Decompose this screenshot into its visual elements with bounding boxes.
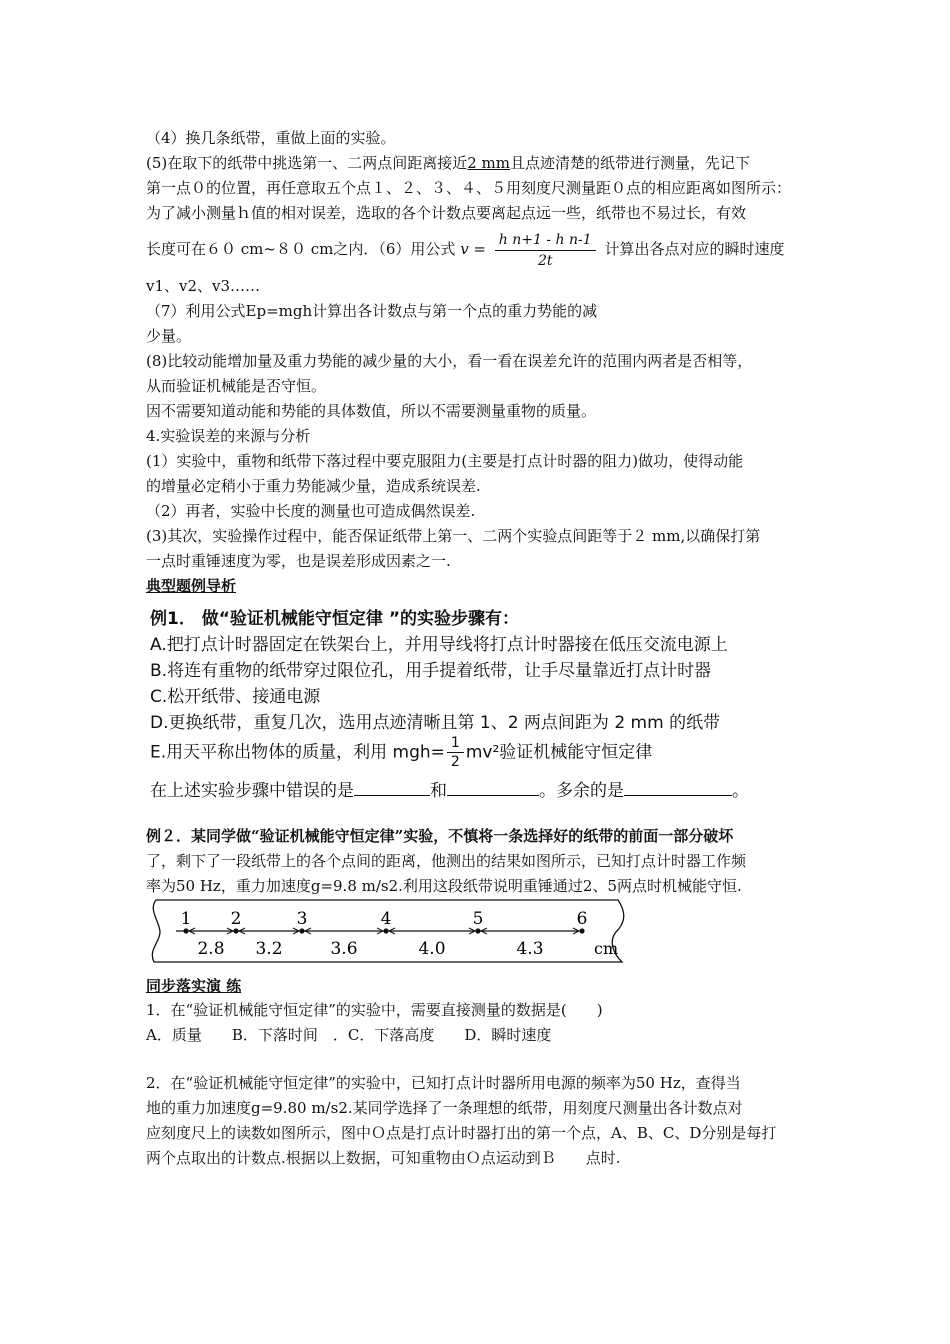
formula-numerator: h n+1 - h n-1 <box>495 230 596 251</box>
text: 长度可在６０ cm~８０ cm之内．（6）用公式 <box>146 240 456 258</box>
error-1: (1）实验中，重物和纸带下落过程中要克服阻力(主要是打点计时器的阻力)做功，使得动能 <box>146 452 744 470</box>
answer-blank-3[interactable] <box>624 795 732 796</box>
tape-point-label: 6 <box>576 909 588 929</box>
text: 和 <box>430 781 447 801</box>
tape-distance-label: 3.6 <box>330 939 358 959</box>
step-6-line <box>146 226 784 272</box>
question-2-line2: 地的重力加速度g=9.80 m/s2.某同学选择了一条理想的纸带，用刻度尺测量出各计数点对 <box>146 1099 743 1117</box>
error-1-cont: 的增量必定稍小于重力势能减少量，造成系统误差. <box>146 477 481 495</box>
tape-point-label: 4 <box>380 909 392 929</box>
tape-distance-label: 2.8 <box>197 939 225 959</box>
example-1-question <box>150 776 749 801</box>
text: 计算出各点对应的瞬时速度 <box>604 240 785 258</box>
mass-note: 因不需要知道动能和势能的具体数值，所以不需要测量重物的质量。 <box>146 402 597 420</box>
example-2-line3: 率为50 Hz，重力加速度g=9.8 m/s2.利用这段纸带说明重锤通过2、5两点时机械能守恒. <box>146 877 742 895</box>
step-7-cont: 少量。 <box>146 327 192 345</box>
tape-point-label: 1 <box>180 909 192 929</box>
step-5-line3: 为了减小测量ｈ值的相对误差，选取的各个计数点要离起点远一些，纸带也不易过长，有效 <box>146 204 747 222</box>
example-1-title: 例1． 做“验证机械能守恒定律 ”的实验步骤有： <box>150 609 520 629</box>
tape-point-label: 2 <box>230 909 242 929</box>
tape-distance-label: 4.3 <box>516 939 544 959</box>
question-2-line3: 应刻度尺上的读数如图所示，图中Ｏ点是打点计时器打出的第一个点，A、B、C、D分别是每打 <box>146 1124 777 1142</box>
step-8: (8)比较动能增加量及重力势能的减少量的大小，看一看在误差允许的范围内两者是否相等， <box>146 352 753 370</box>
error-heading: 4.实验误差的来源与分析 <box>146 427 311 445</box>
tape-dot-6 <box>579 928 584 933</box>
tape-dot-1 <box>183 928 188 933</box>
step-e <box>150 734 652 771</box>
fraction-numerator: 1 <box>447 734 464 753</box>
step-a: A.把打点计时器固定在铁架台上，并用导线将打点计时器接在低压交流电源上 <box>150 635 728 655</box>
tape-distance-label: 4.0 <box>418 939 446 959</box>
text: 在上述实验步骤中错误的是 <box>150 781 354 801</box>
tape-distance-label: 3.2 <box>255 939 283 959</box>
text: mv²验证机械能守恒定律 <box>465 742 653 763</box>
text: 。多余的是 <box>539 781 624 801</box>
step-7: （7）利用公式Ep=mgh计算出各计数点与第一个点的重力势能的减 <box>146 302 598 320</box>
tape-unit-label: cm <box>594 939 619 958</box>
text: 且点迹清楚的纸带进行测量，先记下 <box>510 154 751 172</box>
error-3-cont: 一点时重锤速度为零，也是误差形成因素之一. <box>146 552 451 570</box>
step-5-line1 <box>146 153 750 173</box>
tape-dot-4 <box>383 928 388 933</box>
text: (5)在取下的纸带中挑选第一、二两点间距离接近 <box>146 154 468 172</box>
example-2-line1 <box>146 826 733 846</box>
step-b: B.将连有重物的纸带穿过限位孔，用手提着纸带，让手尽量靠近打点计时器 <box>150 661 712 681</box>
error-3: (3)其次，实验操作过程中，能否保证纸带上第一、二两个实验点间距等于２ mm,以确保打第 <box>146 527 761 545</box>
text: 例２．某同学做“验证机械能守恒定律”实验，不慎将一条选择好的纸带的前面一部分破坏 <box>146 827 734 845</box>
example-2-line2: 了，剩下了一段纸带上的各个点间的距离，他测出的结果如图所示，已知打点计时器工作频 <box>146 852 747 870</box>
section-title-examples: 典型题例导析 <box>146 577 237 595</box>
question-1-stem: 1．在“验证机械能守恒定律”的实验中，需要直接测量的数据是( ) <box>146 1001 603 1019</box>
tape-dot-5 <box>475 928 480 933</box>
text: E.用天平称出物体的质量，利用 mgh= <box>150 742 445 763</box>
step-d: D.更换纸带，重复几次，选用点迹清晰且第 1、2 两点间距为 2 mm 的纸带 <box>150 713 721 733</box>
error-2: （2）再者，实验中长度的测量也可造成偶然误差. <box>146 502 476 520</box>
text: 。 <box>732 781 749 801</box>
answer-blank-2[interactable] <box>447 795 539 796</box>
question-2-line4: 两个点取出的计数点.根据以上数据，可知重物由Ｏ点运动到Ｂ 点时. <box>146 1149 621 1167</box>
half-fraction <box>447 734 464 771</box>
example-1-box <box>146 600 816 800</box>
question-1-options: A．质量 B．下落时间 ．C．下落高度 D．瞬时速度 <box>146 1026 552 1044</box>
section-title-practice: 同步落实演 练 <box>146 977 242 995</box>
step-4: （4）换几条纸带，重做上面的实验。 <box>146 129 396 147</box>
tape-dot-3 <box>299 928 304 933</box>
tape-point-label: 5 <box>472 909 484 929</box>
step-c: C.松开纸带、接通电源 <box>150 687 321 707</box>
formula-lhs: v = <box>460 240 486 258</box>
tape-point-label: 3 <box>296 909 308 929</box>
velocity-formula <box>495 230 596 271</box>
fraction-denominator: 2 <box>450 754 460 770</box>
underlined-value: 2 mm <box>467 154 511 172</box>
velocities: v1、v2、v3…… <box>146 277 261 295</box>
paper-tape-diagram <box>146 898 626 964</box>
formula-denominator: 2t <box>537 252 553 269</box>
step-5-line2: 第一点０的位置，再任意取五个点１、２、３、４、５用刻度尺测量距０点的相应距离如图所示： <box>146 179 792 197</box>
question-2-line1: 2．在“验证机械能守恒定律”的实验中，已知打点计时器所用电源的频率为50 Hz，查得当 <box>146 1074 741 1092</box>
tape-dot-2 <box>233 928 238 933</box>
step-8-cont: 从而验证机械能是否守恒。 <box>146 377 327 395</box>
answer-blank-1[interactable] <box>354 795 430 796</box>
